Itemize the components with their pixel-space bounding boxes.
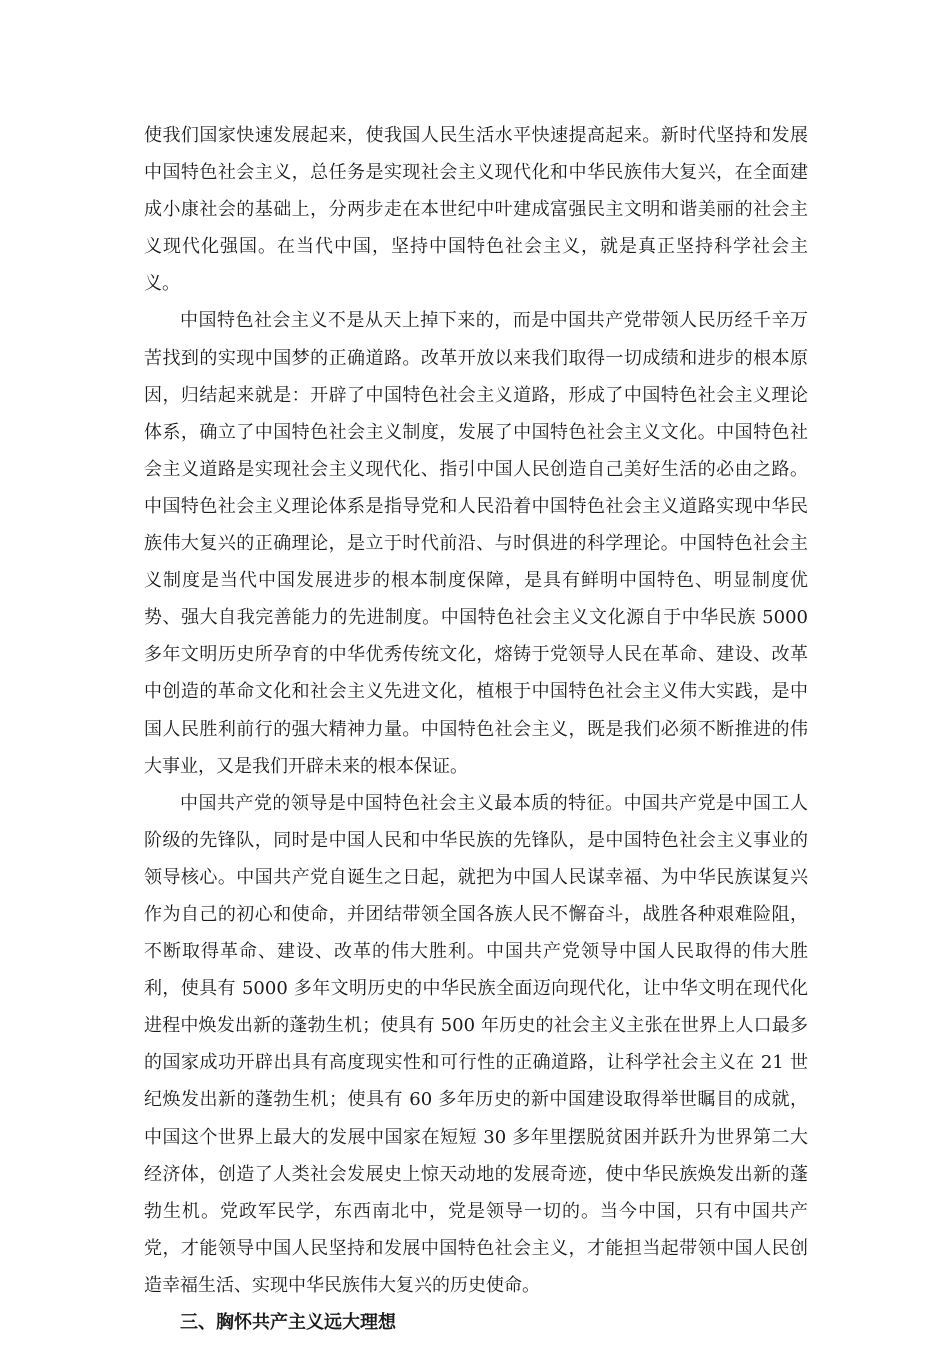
paragraph-party-leadership: 中国共产党的领导是中国特色社会主义最本质的特征。中国共产党是中国工人阶级的先锋队，同时是中国人民和中华民族的先锋队，是中国特色社会主义事业的领导核心。中国共产党自诞生之日起，就把为中国人民谋幸福、为中华民族谋复兴作为自己的初心和使命，并团结带领全国各族人民不懈奋斗，战胜各种艰难险阻，不断取得革命、建设、改革的伟大胜利。中国共产党领导中国人民取得的伟大胜利，使具有 5000 多年文明历史的中华民族全面迈向现代化，让中华文明在现代化进程中焕发出新的蓬勃生机；使具有 500 年历史的社会主义主张在世界上人口最多的国家成功开辟出具有高度现实性和可行性的正确道路，让科学社会主义在 21 世纪焕发出新的蓬勃生机；使具有 60 多年历史的新中国建设取得举世瞩目的成就，中国这个世界上最大的发展中国家在短短 30 多年里摆脱贫困并跃升为世界第二大经济体，创造了人类社会发展史上惊天动地的发展奇迹，使中华民族焕发出新的蓬勃生机。党政军民学，东西南北中，党是领导一切的。当今中国，只有中国共产党，才能领导中国人民坚持和发展中国特色社会主义，才能担当起带领中国人民创造幸福生活、实现中华民族伟大复兴的历史使命。: [144, 792, 808, 1296]
paragraph-socialism-path: 中国特色社会主义不是从天上掉下来的，而是中国共产党带领人民历经千辛万苦找到的实现中国梦的正确道路。改革开放以来我们取得一切成绩和进步的根本原因，归结起来就是：开辟了中国特色社会主义道路，形成了中国特色社会主义理论体系，确立了中国特色社会主义制度，发展了中国特色社会主义文化。中国特色社会主义道路是实现社会主义现代化、指引中国人民创造自己美好生活的必由之路。中国特色社会主义理论体系是指导党和人民沿着中国特色社会主义道路实现中华民族伟大复兴的正确理论，是立于时代前沿、与时俱进的科学理论。中国特色社会主义制度是当代中国发展进步的根本制度保障，是具有鲜明中国特色、明显制度优势、强大自我完善能力的先进制度。中国特色社会主义文化源自于中华民族 5000 多年文明历史所孕育的中华优秀传统文化，熔铸于党领导人民在革命、建设、改革中创造的革命文化和社会主义先进文化，植根于中国特色社会主义伟大实践，是中国人民胜利前行的强大精神力量。中国特色社会主义，既是我们必须不断推进的伟大事业，又是我们开辟未来的根本保证。: [144, 310, 808, 777]
document-body: [144, 117, 808, 1341]
section-heading: 三、胸怀共产主义远大理想: [180, 1312, 396, 1333]
paragraph-continued: 使我们国家快速发展起来，使我国人民生活水平快速提高起来。新时代坚持和发展中国特色社会主义，总任务是实现社会主义现代化和中华民族伟大复兴，在全面建成小康社会的基础上，分两步走在本世纪中叶建成富强民主文明和谐美丽的社会主义现代化强国。在当代中国，坚持中国特色社会主义，就是真正坚持科学社会主义。: [144, 125, 808, 295]
